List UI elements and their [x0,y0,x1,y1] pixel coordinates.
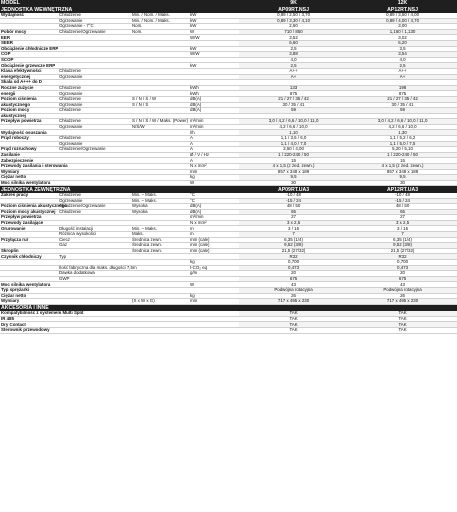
cell-e: 21 / 27 / 35 / 42 [239,96,348,102]
cell-f: 21 / 27 / 35 / 42 [348,96,457,102]
cell-c: S / N / Ś [131,102,189,108]
cell-d: dB(A) [189,108,239,114]
cell-e: 2,5 [239,46,348,52]
section-title: JEDNOSTKA ZEWNĘTRZNA [0,186,239,193]
cell-f: 0,89 / 3,50 / 4,00 [348,13,457,18]
cell-f: 3,5 [348,46,457,52]
cell-a: Moc silnika wentylatora [0,180,58,186]
cell-e: 30 [239,180,348,186]
cell-f: -15 / 24 [348,198,457,204]
cell-d: mm (cale) [189,243,239,249]
cell-d: mm [189,299,239,305]
cell-d: N x mm² [189,220,239,226]
cell-d: mm [189,169,239,175]
cell-d: W [189,180,239,186]
cell-d: W/W [189,35,239,41]
cell-f: 3 x 2,5 [348,220,457,226]
cell-a: Zakres pracy [0,193,58,198]
cell-f: 3,00 [348,24,457,30]
cell-a: Skala od A+++ do D [0,80,58,86]
cell-d: W/W [189,52,239,58]
cell-b: Ogrzewanie [58,74,131,80]
model-12k: AP12RT.UA3 [348,186,457,193]
cell-f: 675 [348,276,457,282]
cell-f: 857 x 348 x 189 [348,169,457,175]
cell-e: 675 [239,276,348,282]
cell-e: 3,52 [239,35,348,41]
cell-b: Chłodzenie/Ogrzewanie [58,147,131,153]
cell-a: SEER [0,40,58,46]
cell-e: 7 [239,232,348,238]
cell-d: kW [189,24,239,30]
cell-c: N/Ś/W [131,124,189,130]
cell-b: Chłodzenie [58,108,131,114]
cell-a: Ciężar netto [0,293,58,299]
cell-d: dB(A) [189,102,239,108]
cell-e: 2,5 [239,63,348,69]
cell-a: Skroplin [0,248,58,254]
cell-f: 9,52 (3/8) [348,243,457,249]
cell-f: 1,1 / 5,2 / 6,2 [348,136,457,142]
section-title: AKCESORIA I INNE [0,304,457,311]
cell-c: Nom. [131,24,189,30]
cell-b: Chłodzenie [58,119,131,125]
cell-d: kW [189,18,239,24]
cell-e: R32 [239,254,348,260]
cell-e: 26 [239,293,348,299]
cell-e: 717 x 495 x 230 [239,299,348,305]
cell-a: Przepływ powietrza [0,215,58,221]
cell-e: 6,35 (1/4) [239,237,348,243]
cell-c: Min. – Maks. [131,193,189,198]
cell-f: 3,0 / 4,2 / 6,6 / 10,0 / 11,0 [348,119,457,125]
cell-a: Czynnik chłodniczy [0,254,58,260]
model-9k: AP09RT.NSJ [239,7,348,14]
cell-c: Maks. [131,232,189,238]
cell-f: 717 x 495 x 230 [348,299,457,305]
cell-d: m [189,226,239,232]
cell-e: 4,2 / 6,6 / 10,0 [239,124,348,130]
cell-f: 4 x 1,5 (z żed. zewn.) [348,164,457,170]
cell-d: kWh [189,91,239,97]
cell-a: Klasa efektywności [0,68,58,74]
cell-f: 48 / 50 [348,204,457,210]
cell-a: SCOP [0,57,58,63]
cell-b: Typ [58,254,131,260]
cell-f: 0,89 / 4,00 / 4,70 [348,18,457,24]
cell-d: kWh [189,85,239,91]
cell-a: Prąd roboczy [0,136,58,142]
cell-d: mm (cale) [189,237,239,243]
cell-e: 21,5 (27/32) [239,248,348,254]
cell-a: COP [0,52,58,58]
cell-e: 710 / 850 [239,29,348,35]
cell-b: Ogrzewanie [58,124,131,130]
cell-a: Zasilanie [0,152,58,158]
cell-d: °C [189,193,239,198]
cell-e: 3,50 / 4,00 [239,147,348,153]
cell-f: 7 [348,232,457,238]
cell-f: 3,54 [348,52,457,58]
cell-f: 9,5 [348,175,457,181]
cell-d: A [189,147,239,153]
cell-f: 3 / 15 [348,226,457,232]
cell-d: kW [189,46,239,52]
cell-b: Ogrzewanie [58,141,131,147]
cell-e: 65 [239,209,348,215]
cell-a: Poziom mocy akustycznej [0,209,58,215]
cell-f: Podwójna rotacyjna [348,288,457,294]
cell-a: Przewody zasilania i sterowania [1,163,68,169]
cell-a: akustycznego [0,102,58,108]
cell-e: 857 x 348 x 189 [239,169,348,175]
cell-d: A [189,141,239,147]
cell-d: A [189,136,239,142]
cell-b: Chłodzenie [58,96,131,102]
cell-a: Zabezpieczenie [0,158,58,164]
cell-e: 0,89 / 2,50 / 3,70 [239,13,348,18]
cell-c: Średnica zewn. [131,243,189,249]
cell-f: 198 [348,85,457,91]
cell-e: 27 [239,215,348,221]
cell-f: 1 / 220-240 / 50 [348,152,457,158]
cell-d: kW [189,13,239,18]
cell-e: 59 [239,108,348,114]
cell-e: Podwójna rotacyjna [239,288,348,294]
cell-f: 6,35 (1/4) [348,237,457,243]
cell-e: TAK [239,311,348,316]
cell-e: 1,1 / 4,0 / 7,0 [239,141,348,147]
model-label: MODEL [0,0,239,7]
cell-e: 3,0 / 4,2 / 6,6 / 10,0 / 11,0 [239,119,348,125]
model-12k: AP12RT.NSJ [348,7,457,14]
cell-c: Średnica zewn. [131,248,189,254]
cell-b: Gaz [58,243,131,249]
cell-b: Ogrzewanie [58,198,131,204]
cell-e: 3 x 2,5 [239,220,348,226]
cell-f: A+ [348,74,457,80]
cell-a: energii [0,91,58,97]
cell-e: 20 [239,271,348,277]
cell-d: W [189,29,239,35]
cell-f: 15 [348,158,457,164]
cell-f: 20 [348,271,457,277]
col-12k-header: 12K [348,0,457,7]
cell-f: 4,0 [348,57,457,63]
cell-a: Typ sprężarki [0,288,58,294]
cell-d: mm (cale) [189,248,239,254]
cell-e: -15 / 24 [239,198,348,204]
col-9k-header: 9K [239,0,348,7]
cell-a: Orurowanie [0,226,58,232]
cell-e: 9,52 (3/8) [239,243,348,249]
cell-a: Poziom ciśnienia [0,96,58,102]
cell-d: dB(A) [189,96,239,102]
cell-a: Poziom mocy [0,108,58,114]
cell-e: 6,60 [239,40,348,46]
cell-f: 2,5 [348,63,457,69]
cell-f: 43 [348,282,457,288]
cell-e: 875 [239,91,348,97]
cell-d: m³/min [189,215,239,221]
cell-c: Nom. [131,29,189,35]
cell-d: kg [189,293,239,299]
cell-e: 2,60 [239,24,348,30]
cell-b: GWP [58,276,131,282]
cell-f: TAK [348,311,457,316]
cell-e: 4,0 [239,57,348,63]
cell-a: Dry Contact [0,322,239,328]
cell-c: Min. – Maks. [131,226,189,232]
cell-c: Min. – Maks. [131,198,189,204]
cell-f: R32 [348,254,457,260]
cell-b: Długość instalacji [58,226,131,232]
cell-c: (S x W x G) [131,299,189,305]
cell-a: Przepływ powietrza [0,119,58,125]
cell-a: Wydajność [0,13,58,18]
cell-f: -10 / 48 [348,193,457,198]
cell-d: dB(A) [189,209,239,215]
cell-f: 59 [348,108,457,114]
cell-a: energetycznej [0,74,58,80]
cell-f: TAK [348,328,457,334]
cell-f: A++ [348,68,457,74]
cell-b: Dawka dodatkowa [58,271,131,277]
cell-e: 9,5 [239,175,348,181]
cell-c: S / N / Ś / W [131,96,189,102]
cell-f: 1,30 [348,130,457,136]
cell-f: 27 [348,215,457,221]
cell-e: 30 / 35 / 41 [239,102,348,108]
cell-d: kW [189,63,239,69]
cell-b: Chłodzenie [58,209,131,215]
cell-a: Obciążenie chłodnicze ERP [1,45,59,51]
cell-f: TAK [348,322,457,328]
cell-a: Moc silnika wentylatora [0,282,58,288]
cell-e: 0,89 / 3,30 / 4,10 [239,18,348,24]
cell-f: 3,02 [348,35,457,41]
cell-b: Ogrzewanie [58,18,131,24]
cell-f: 30 / 35 / 41 [348,102,457,108]
cell-d: kg [189,260,239,266]
cell-d: t-CO₂ eq [189,265,239,271]
cell-a: IR 485 [0,316,239,322]
cell-e: 0,700 [239,260,348,266]
cell-d: m³/min [189,124,239,130]
cell-d: Ø / V / Hz [189,152,239,158]
cell-e: 1 / 220-240 / 50 [239,152,348,158]
cell-e: 3 / 15 [239,226,348,232]
cell-e: 133 [239,85,348,91]
cell-e: TAK [239,328,348,334]
cell-a: akustycznej [0,113,58,119]
cell-d: m [189,232,239,238]
cell-c: Wysoka [131,209,189,215]
cell-e: 4 x 1,5 (z żed. zewn.) [239,164,348,170]
cell-b: Chłodzenie [58,193,131,198]
cell-f: 875 [348,91,457,97]
cell-e: A++ [239,68,348,74]
cell-f: 6,20 [348,40,457,46]
cell-d: l/h [189,130,239,136]
cell-f: 4,2 / 6,6 / 10,0 [348,124,457,130]
cell-b: Chłodzenie [58,68,131,74]
cell-f: 65 [348,209,457,215]
cell-e: 0,473 [239,265,348,271]
cell-c: Wysoka [131,204,189,210]
cell-b: Różnica wysokości [58,232,131,238]
cell-c: S / N / Ś / W / Maks. (Power) [132,118,189,124]
cell-d: g/m [189,271,239,277]
cell-a: Przewody zasilające [0,220,58,226]
cell-f: 1,1 / 5,0 / 7,5 [348,141,457,147]
cell-a: Wydajność osuszania [0,130,58,136]
cell-a: Przyłącza rur [0,237,58,243]
cell-c: Średnica zewn. [131,237,189,243]
cell-e: TAK [239,322,348,328]
cell-e: 1,1 / 3,5 / 6,0 [239,136,348,142]
cell-b: Ilość fabryczna dla maks. długości 7,5m [59,264,137,270]
cell-b: Chłodzenie/Ogrzewanie [58,29,131,35]
cell-a: Obciążenie grzewcze ERP [0,63,58,69]
cell-e: 48 / 50 [239,204,348,210]
cell-b: Chłodzenie [58,136,131,142]
cell-f: 1,160 / 1,130 [348,29,457,35]
cell-d: kg [189,175,239,181]
cell-e: 1,10 [239,130,348,136]
cell-d: A [189,158,239,164]
cell-e: 43 [239,282,348,288]
cell-e: -10 / 48 [239,193,348,198]
cell-a: Poziom ciśnienia akustycznego [1,203,67,209]
cell-f: 26 [348,293,457,299]
cell-c: Min. / Nom. / Maks. [131,13,189,18]
cell-c: Min. / Nom. / Maks. [131,18,189,24]
cell-a: Wymiary [0,299,58,305]
cell-e: TAK [239,316,348,322]
cell-b: Ogrzewanie - 7°C [58,24,131,30]
cell-b: Ogrzewanie [58,102,131,108]
cell-b: Chłodzenie [58,13,131,18]
cell-b: Chłodzenie/Ogrzewanie [58,204,131,210]
cell-f: TAK [348,316,457,322]
model-9k: AP09RT.UA3 [239,186,348,193]
cell-e: 3,88 [239,52,348,58]
cell-b: Ogrzewanie [58,91,131,97]
cell-f: 0,700 [348,260,457,266]
cell-a: Prąd rozruchowy [0,147,58,153]
cell-a: Roczne zużycie [0,85,58,91]
cell-a: EER [0,35,58,41]
cell-d: N x mm² [189,164,239,170]
cell-f: 5,20 / 5,10 [348,147,457,153]
cell-a: Kompatybilność z systemem Multi Split [0,311,239,316]
cell-e: 15 [239,158,348,164]
cell-a: Wymiary [0,169,58,175]
cell-d: dB(A) [189,204,239,210]
cell-d: m³/min [189,119,239,125]
cell-a: Pobór mocy [0,29,58,35]
cell-a: Sterownik przewodowy [0,328,239,334]
cell-b: Chłodzenie [58,85,131,91]
section-title: JEDNOSTKA WEWNĘTRZNA [0,7,239,14]
cell-d: °C [189,198,239,204]
table-row [0,328,457,334]
cell-e: A+ [239,74,348,80]
cell-f: 30 [348,180,457,186]
cell-d: W [189,282,239,288]
cell-a: Ciężar netto [0,175,58,181]
cell-f: 0,473 [348,265,457,271]
cell-b: Ciecz [58,237,131,243]
cell-f: 21,5 (27/32) [348,248,457,254]
